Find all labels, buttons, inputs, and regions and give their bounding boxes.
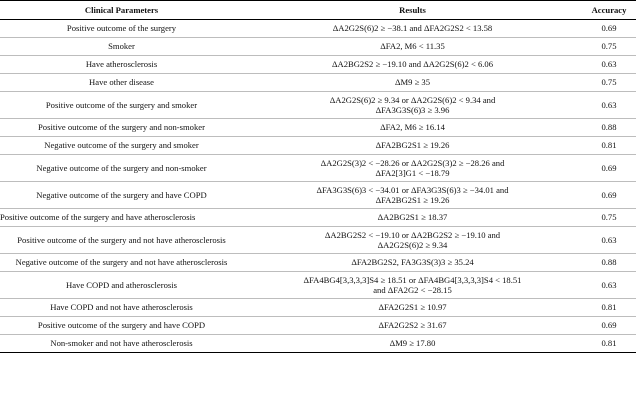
cell-accuracy: 0.69: [582, 317, 636, 335]
cell-results: [243, 209, 582, 227]
table-row: [0, 227, 636, 254]
cell-accuracy: 0.75: [582, 38, 636, 56]
cell-results: [243, 317, 582, 335]
cell-results: [243, 56, 582, 74]
results-line: ΔFA2, M6 ≥ 16.14: [380, 122, 445, 133]
cell-clinical-parameter: Have COPD and not have atherosclerosis: [0, 299, 243, 317]
table-row: [0, 299, 636, 317]
cell-clinical-parameter: Have atherosclerosis: [0, 56, 243, 74]
cell-results: [243, 119, 582, 137]
cell-accuracy: 0.63: [582, 227, 636, 254]
results-line: ΔM9 ≥ 35: [394, 77, 431, 88]
cell-results: [243, 74, 582, 92]
cell-accuracy: 0.81: [582, 299, 636, 317]
results-line: ΔFA2G2S1 ≥ 10.97: [378, 302, 447, 313]
header-results: Results: [243, 1, 582, 20]
table-header: [0, 1, 636, 20]
table-row: [0, 74, 636, 92]
table-row: [0, 254, 636, 272]
cell-clinical-parameter: Negative outcome of the surgery and not have atherosclerosis: [0, 254, 243, 272]
table-row: [0, 182, 636, 209]
results-line: ΔFA3G3S(6)3 ≥ 3.96: [375, 105, 450, 115]
table-row: [0, 335, 636, 353]
results-line: ΔA2BG2S1 ≥ 18.37: [377, 212, 448, 223]
table-row: [0, 137, 636, 155]
cell-clinical-parameter: Have COPD and atherosclerosis: [0, 272, 243, 299]
results-line: ΔA2G2S(6)2 ≥ 9.34 or ΔA2G2S(6)2 < 9.34 and: [329, 94, 496, 105]
table-row: [0, 38, 636, 56]
cell-accuracy: 0.63: [582, 92, 636, 119]
cell-clinical-parameter: Negative outcome of the surgery and non-smoker: [0, 155, 243, 182]
results-line: ΔFA3G3S(6)3 < −34.01 or ΔFA3G3S(6)3 ≥ −34.01 and: [316, 184, 509, 195]
header-clinical-parameters: Clinical Parameters: [0, 1, 243, 20]
cell-results: [243, 155, 582, 182]
results-line: ΔFA2, M6 < 11.35: [380, 41, 445, 52]
cell-clinical-parameter: Positive outcome of the surgery and not have atherosclerosis: [0, 227, 243, 254]
cell-accuracy: 0.69: [582, 155, 636, 182]
table-row: [0, 20, 636, 38]
cell-accuracy: 0.81: [582, 137, 636, 155]
results-line: ΔFA2BG2S1 ≥ 19.26: [375, 140, 450, 151]
cell-results: [243, 299, 582, 317]
cell-results: [243, 335, 582, 353]
cell-accuracy: 0.69: [582, 182, 636, 209]
table-row: [0, 155, 636, 182]
results-line: ΔA2BG2S2 ≥ −19.10 and ΔA2G2S(6)2 < 6.06: [331, 59, 494, 70]
table-row: [0, 92, 636, 119]
cell-accuracy: 0.69: [582, 20, 636, 38]
cell-results: [243, 137, 582, 155]
results-line: ΔFA2[3]G1 < −18.79: [375, 168, 450, 178]
cell-results: [243, 92, 582, 119]
results-line: ΔA2BG2S2 < −19.10 or ΔA2BG2S2 ≥ −19.10 and: [324, 229, 501, 240]
results-line: ΔA2G2S(6)2 ≥ −38.1 and ΔFA2G2S2 < 13.58: [332, 23, 493, 34]
cell-results: [243, 182, 582, 209]
table-row: [0, 317, 636, 335]
results-line: and ΔFA2G2 < −28.15: [373, 285, 452, 295]
results-line: ΔFA2BG2S2, FA3G3S(3)3 ≥ 35.24: [351, 257, 474, 268]
header-accuracy: Accuracy: [582, 1, 636, 20]
table-row: [0, 272, 636, 299]
cell-clinical-parameter: Non-smoker and not have atherosclerosis: [0, 335, 243, 353]
results-line: ΔFA2G2S2 ≥ 31.67: [378, 320, 447, 331]
cell-accuracy: 0.75: [582, 209, 636, 227]
cell-clinical-parameter: Positive outcome of the surgery: [0, 20, 243, 38]
cell-clinical-parameter: Positive outcome of the surgery and non-smoker: [0, 119, 243, 137]
results-line: ΔM9 ≥ 17.80: [389, 338, 436, 349]
cell-accuracy: 0.88: [582, 119, 636, 137]
header-row: [0, 1, 636, 20]
cell-results: [243, 272, 582, 299]
cell-clinical-parameter: Negative outcome of the surgery and smoker: [0, 137, 243, 155]
cell-clinical-parameter: Positive outcome of the surgery and smoker: [0, 92, 243, 119]
cell-results: [243, 254, 582, 272]
cell-clinical-parameter: Smoker: [0, 38, 243, 56]
results-line: ΔA2G2S(6)2 ≥ 9.34: [377, 240, 448, 250]
results-line: ΔFA4BG4[3,3,3,3]S4 ≥ 18.51 or ΔFA4BG4[3,3,3,3]S4 < 18.51: [303, 274, 522, 285]
cell-clinical-parameter: Have other disease: [0, 74, 243, 92]
table-row: [0, 56, 636, 74]
cell-accuracy: 0.63: [582, 272, 636, 299]
results-line: ΔA2G2S(3)2 < −28.26 or ΔA2G2S(3)2 ≥ −28.26 and: [320, 157, 505, 168]
table-row: [0, 209, 636, 227]
cell-results: [243, 20, 582, 38]
cell-accuracy: 0.75: [582, 74, 636, 92]
cell-accuracy: 0.88: [582, 254, 636, 272]
cell-accuracy: 0.81: [582, 335, 636, 353]
cell-clinical-parameter: Positive outcome of the surgery and have COPD: [0, 317, 243, 335]
cell-results: [243, 38, 582, 56]
cell-accuracy: 0.63: [582, 56, 636, 74]
table-row: [0, 119, 636, 137]
cell-clinical-parameter: Positive outcome of the surgery and have atherosclerosis: [0, 209, 243, 227]
results-line: ΔFA2BG2S1 ≥ 19.26: [375, 195, 450, 205]
cell-clinical-parameter: Negative outcome of the surgery and have COPD: [0, 182, 243, 209]
table-body: [0, 20, 636, 353]
cell-results: [243, 227, 582, 254]
